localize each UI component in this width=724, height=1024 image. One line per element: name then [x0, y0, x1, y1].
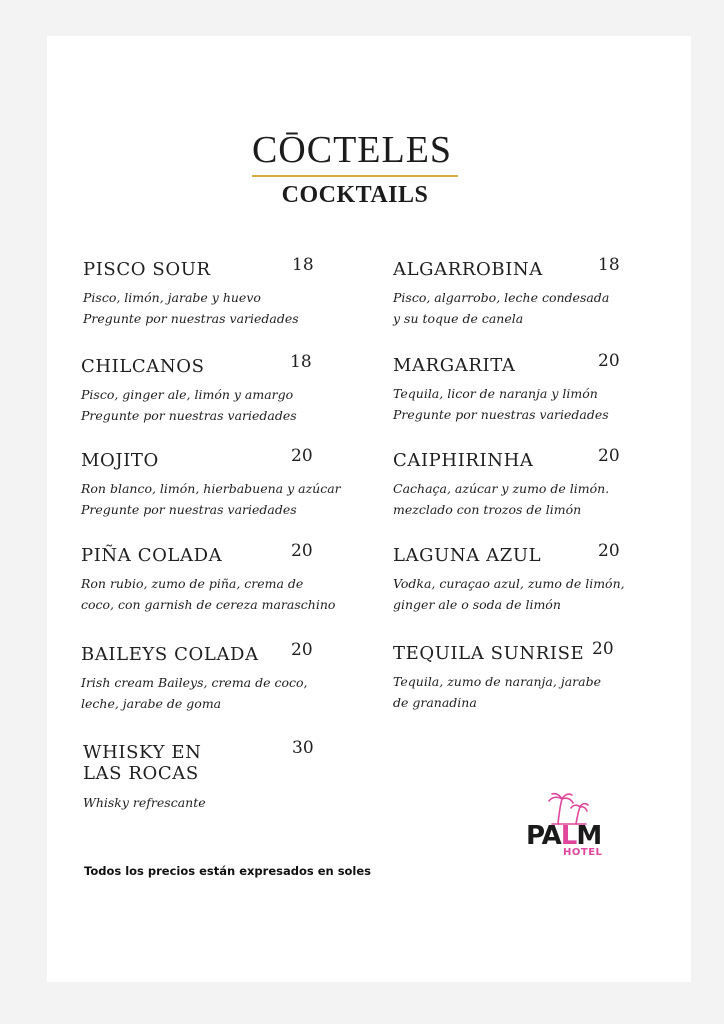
- item-price: 20: [598, 351, 620, 371]
- item-name: CHILCANOS: [81, 356, 205, 377]
- item-name: WHISKY EN LAS ROCAS: [83, 742, 202, 784]
- title-divider: [252, 175, 458, 177]
- item-name: MOJITO: [81, 450, 159, 471]
- item-price: 20: [598, 541, 620, 561]
- item-name: PIÑA COLADA: [81, 545, 223, 566]
- item-description: Ron rubio, zumo de piña, crema de coco, con garnish de cereza maraschino: [81, 576, 336, 612]
- item-description: Tequila, zumo de naranja, jarabe de granadina: [393, 674, 601, 710]
- item-price: 20: [598, 446, 620, 466]
- item-description: Pisco, ginger ale, limón y amargo Pregunte por nuestras variedades: [81, 387, 297, 423]
- logo-wordmark: PALM: [526, 821, 602, 851]
- item-description: Tequila, licor de naranja y limón Pregunte por nuestras variedades: [393, 386, 609, 422]
- title-spanish: CŌCTELES: [251, 129, 453, 171]
- title-english: COCKTAILS: [281, 182, 429, 208]
- item-description: Ron blanco, limón, hierbabuena y azúcar Pregunte por nuestras variedades: [81, 481, 341, 517]
- item-description: Whisky refrescante: [83, 795, 206, 810]
- logo-subtitle: HOTEL: [563, 847, 603, 858]
- item-price: 18: [290, 352, 312, 372]
- item-name: PISCO SOUR: [83, 259, 211, 280]
- item-price: 30: [292, 738, 314, 758]
- item-price: 20: [291, 446, 313, 466]
- prices-footnote: Todos los precios están expresados en soles: [84, 864, 372, 878]
- item-price: 20: [592, 639, 614, 659]
- item-description: Pisco, algarrobo, leche condesada y su toque de canela: [393, 290, 610, 326]
- item-description: Vodka, curaçao azul, zumo de limón, ginger ale o soda de limón: [393, 576, 625, 612]
- item-description: Irish cream Baileys, crema de coco, leche, jarabe de goma: [81, 675, 308, 711]
- item-price: 18: [598, 255, 620, 275]
- item-price: 20: [291, 541, 313, 561]
- item-price: 18: [292, 255, 314, 275]
- item-name: BAILEYS COLADA: [81, 644, 259, 665]
- item-name: TEQUILA SUNRISE: [393, 643, 585, 664]
- palm-hotel-logo: [522, 790, 612, 862]
- item-description: Pisco, limón, jarabe y huevo Pregunte por nuestras variedades: [83, 290, 299, 326]
- item-price: 20: [291, 640, 313, 660]
- item-name: ALGARROBINA: [393, 259, 543, 280]
- item-name: CAIPHIRINHA: [393, 450, 534, 471]
- item-name: MARGARITA: [393, 355, 516, 376]
- item-description: Cachaça, azúcar y zumo de limón. mezclado con trozos de limón: [393, 481, 610, 517]
- item-name: LAGUNA AZUL: [393, 545, 542, 566]
